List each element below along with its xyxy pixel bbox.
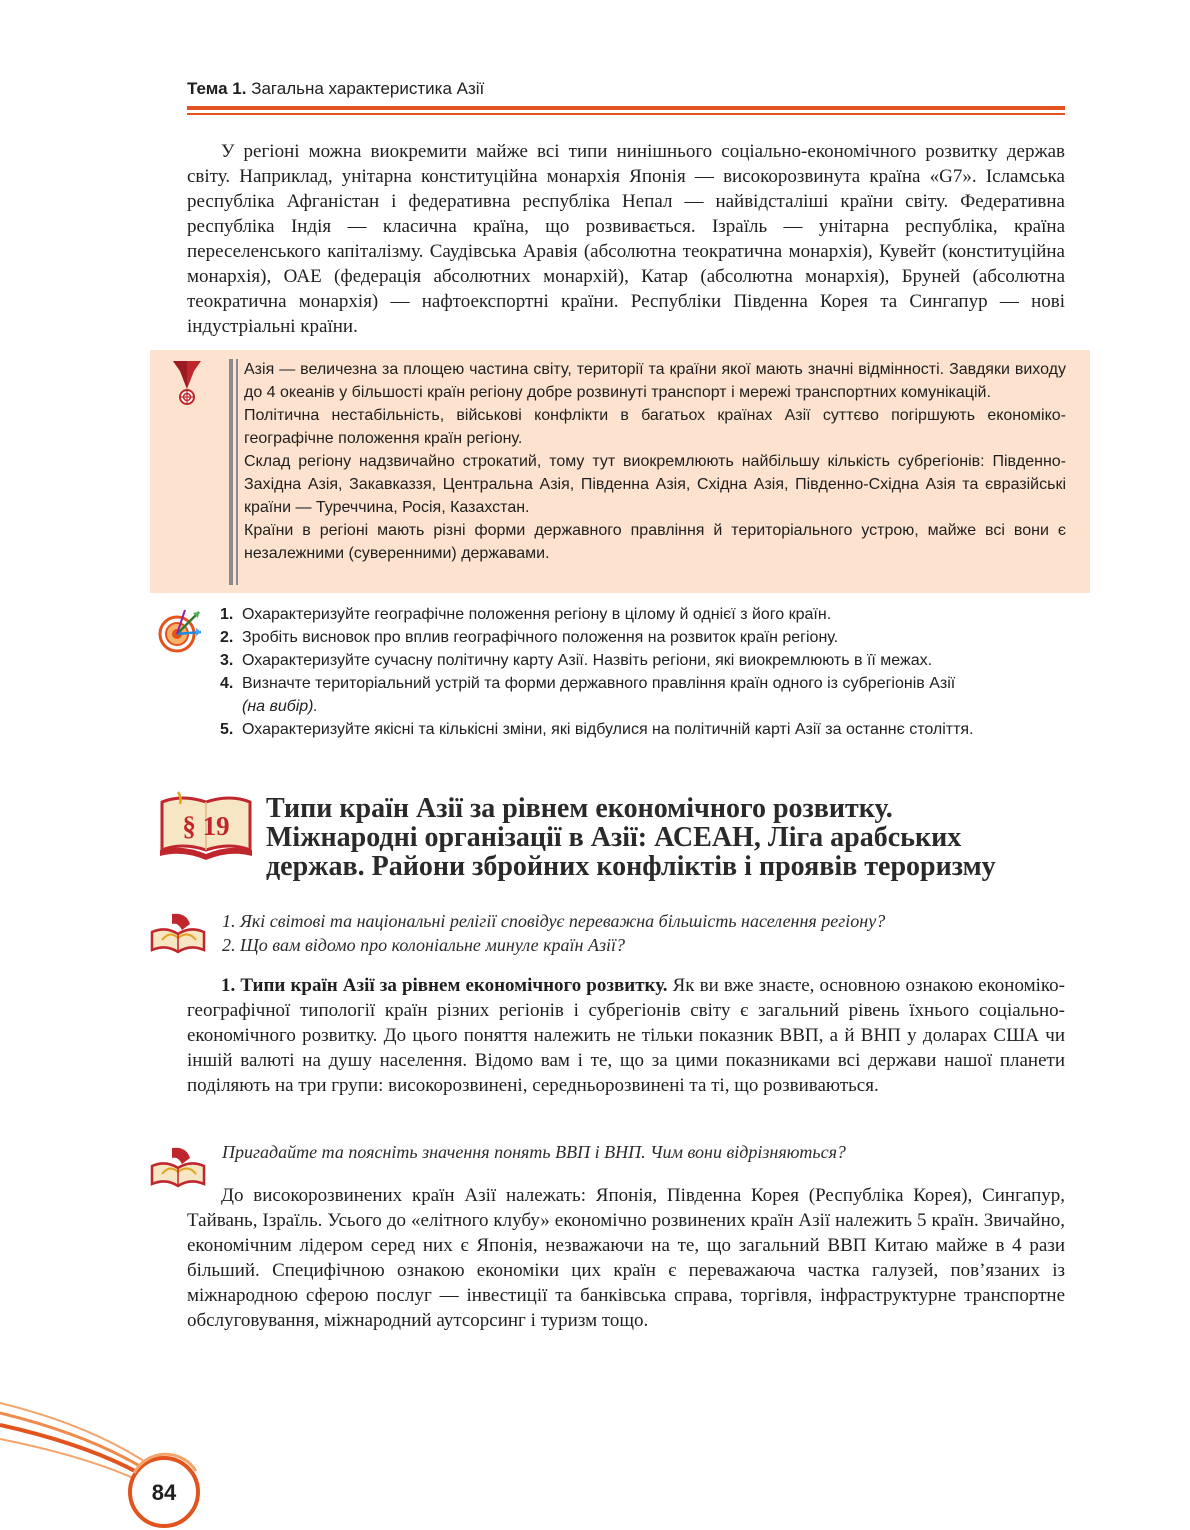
question-item [220, 626, 1070, 649]
summary-item: Азія — величезна за площею частина світу, території та країни якої мають значні відмінності. Завдяки виходу до 4 океанів у більшості країн регіону добре розвинуті транспорт і мережі транспортних комунікацій. [244, 361, 1066, 401]
question-item [220, 603, 1070, 626]
question-text: Охарактеризуйте географічне положення регіону в цілому й однієї з його країн. [242, 606, 832, 623]
recall-question: 1. Які світові та національні релігії сповідує переважна більшість населення регіону? [222, 911, 886, 931]
question-text: Зробіть висновок про вплив географічного положення на розвиток країн регіону. [242, 629, 839, 646]
question-item [220, 672, 1070, 718]
subsection-heading: 1. Типи країн Азії за рівнем економічного розвитку. [221, 975, 668, 996]
open-book-recall-icon [148, 910, 208, 956]
question-number: 3. [220, 652, 234, 669]
recall-question: 2. Що вам відомо про колоніальне минуле країн Азії? [222, 935, 625, 955]
review-questions [220, 603, 1070, 741]
developed-paragraph [187, 1183, 1065, 1333]
summary-item: Політична нестабільність, військові конфлікти в багатьох країнах Азії суттєво погіршують економіко-географічне положення країн регіону. [244, 407, 1066, 447]
page-number: 84 [151, 1480, 177, 1505]
box-divider-thick [229, 359, 233, 585]
summary-item: Країни в регіоні мають різні форми державного правління й територіального устрою, майже всі вони є незалежними (суверенними) державами. [244, 522, 1066, 562]
question-number: 1. [220, 606, 234, 623]
question-text: Охарактеризуйте якісні та кількісні зміни, які відбулися на політичній карті Азії за останнє століття. [242, 721, 974, 738]
subsection-text [187, 973, 1065, 1098]
section-title-line: держав. Райони збройних конфліктів і проявів тероризму [266, 851, 996, 882]
subsection-paragraph [187, 973, 1065, 1098]
header-rule-thick [187, 106, 1065, 110]
question-number: 5. [220, 721, 234, 738]
question-number: 2. [220, 629, 234, 646]
subsection-body: Як ви вже знаєте, основною ознакою економіко-географічної типології країн різних регіонів і субрегіонів світу є загальний рівень їхнього соціально-економічного розвитку. До цього поняття належить не тільки показник ВВП, а й ВНП у доларах США чи іншій валюті на душу населення. Відомо вам і те, що за цими показниками всі держави нашої планети поділяють на три групи: високорозвинені, середньорозвинені та ті, що розвиваються. [187, 975, 1065, 1096]
question-number: 4. [220, 675, 234, 692]
topic-number: Тема 1. [187, 79, 247, 98]
topic-name: Загальна характеристика Азії [246, 79, 485, 98]
recall-prompt: Пригадайте та поясніть значення понять ВВП і ВНП. Чим вони відрізняються? [222, 1142, 846, 1162]
header-rule-thin [187, 113, 1065, 115]
section-book-icon [158, 790, 254, 860]
section-title [266, 794, 1076, 881]
question-text [242, 672, 1070, 718]
question-text: Охарактеризуйте сучасну політичну карту Азії. Назвіть регіони, які виокремлюють в її межах. [242, 652, 933, 669]
exclamation-icon [170, 359, 204, 407]
section-title-line: Міжнародні організації в Азії: АСЕАН, Ліга арабських [266, 822, 962, 853]
page-header [187, 78, 1065, 100]
summary-item: Склад регіону надзвичайно строкатий, тому тут виокремлюють найбільшу кількість субрегіонів: Південно-Західна Азія, Закавказзя, Центральна Азія, Південна Азія, Східна Азія, Південно-Східна Азія та євразійські країни — Туреччина, Росія, Казахстан. [244, 453, 1066, 516]
question-item [220, 718, 1070, 741]
section-title-line: Типи країн Азії за рівнем економічного розвитку. [266, 793, 893, 824]
topic-title [187, 78, 1065, 100]
developed-text: До високорозвинених країн Азії належать: Японія, Південна Корея (Республіка Корея), Сингапур, Тайвань, Ізраїль. Усього до «елітного клубу» економічно розвинених країн Азії належить 5 країн. Звичайно, економічним лідером серед них є Японія, незважаючи на те, що загальний ВВП Китаю майже в 4 рази більший. Специфічною ознакою економіки цих країн є переважаюча частка галузей, пов’язаних із міжнародною сферою послуг — інвестиції та банківська справа, торгівля, інфраструктурне транспортне обслуговування, міжнародний аутсорсинг і туризм тощо. [187, 1185, 1065, 1331]
target-arrows-icon [155, 606, 205, 654]
section-badge: § 19 [182, 811, 230, 841]
recall-questions [222, 909, 885, 957]
summary-text [244, 358, 1066, 565]
intro-text: У регіоні можна виокремити майже всі типи нинішнього соціально-економічного розвитку держав світу. Наприклад, унітарна конституційна монархія Японія — високорозвинута країна «G7». Ісламська республіка Афганістан і федеративна республіка Непал — найвідсталіші країни світу. Федеративна республіка Індія — класична країна, що розвивається. Ізраїль — унітарна республіка, країна переселенського капіталізму. Саудівська Аравія (абсолютна теократична монархія), Кувейт (конституційна монархія), ОАЕ (федерація абсолютних монархій), Катар (абсолютна монархія), Бруней (абсолютна теократична монархія) — нафтоекспортні країни. Республіки Південна Корея та Сингапур — нові індустріальні країни. [187, 141, 1065, 337]
question-note: (на вибір). [242, 698, 318, 715]
question-item [220, 649, 1070, 672]
question-main: Визначте територіальний устрій та форми державного правління країн одного із субрегіонів Азії [242, 675, 956, 692]
summary-box [150, 350, 1090, 593]
footer-swoosh [0, 1395, 220, 1530]
box-divider-thin [236, 359, 238, 585]
intro-paragraph [187, 139, 1065, 339]
